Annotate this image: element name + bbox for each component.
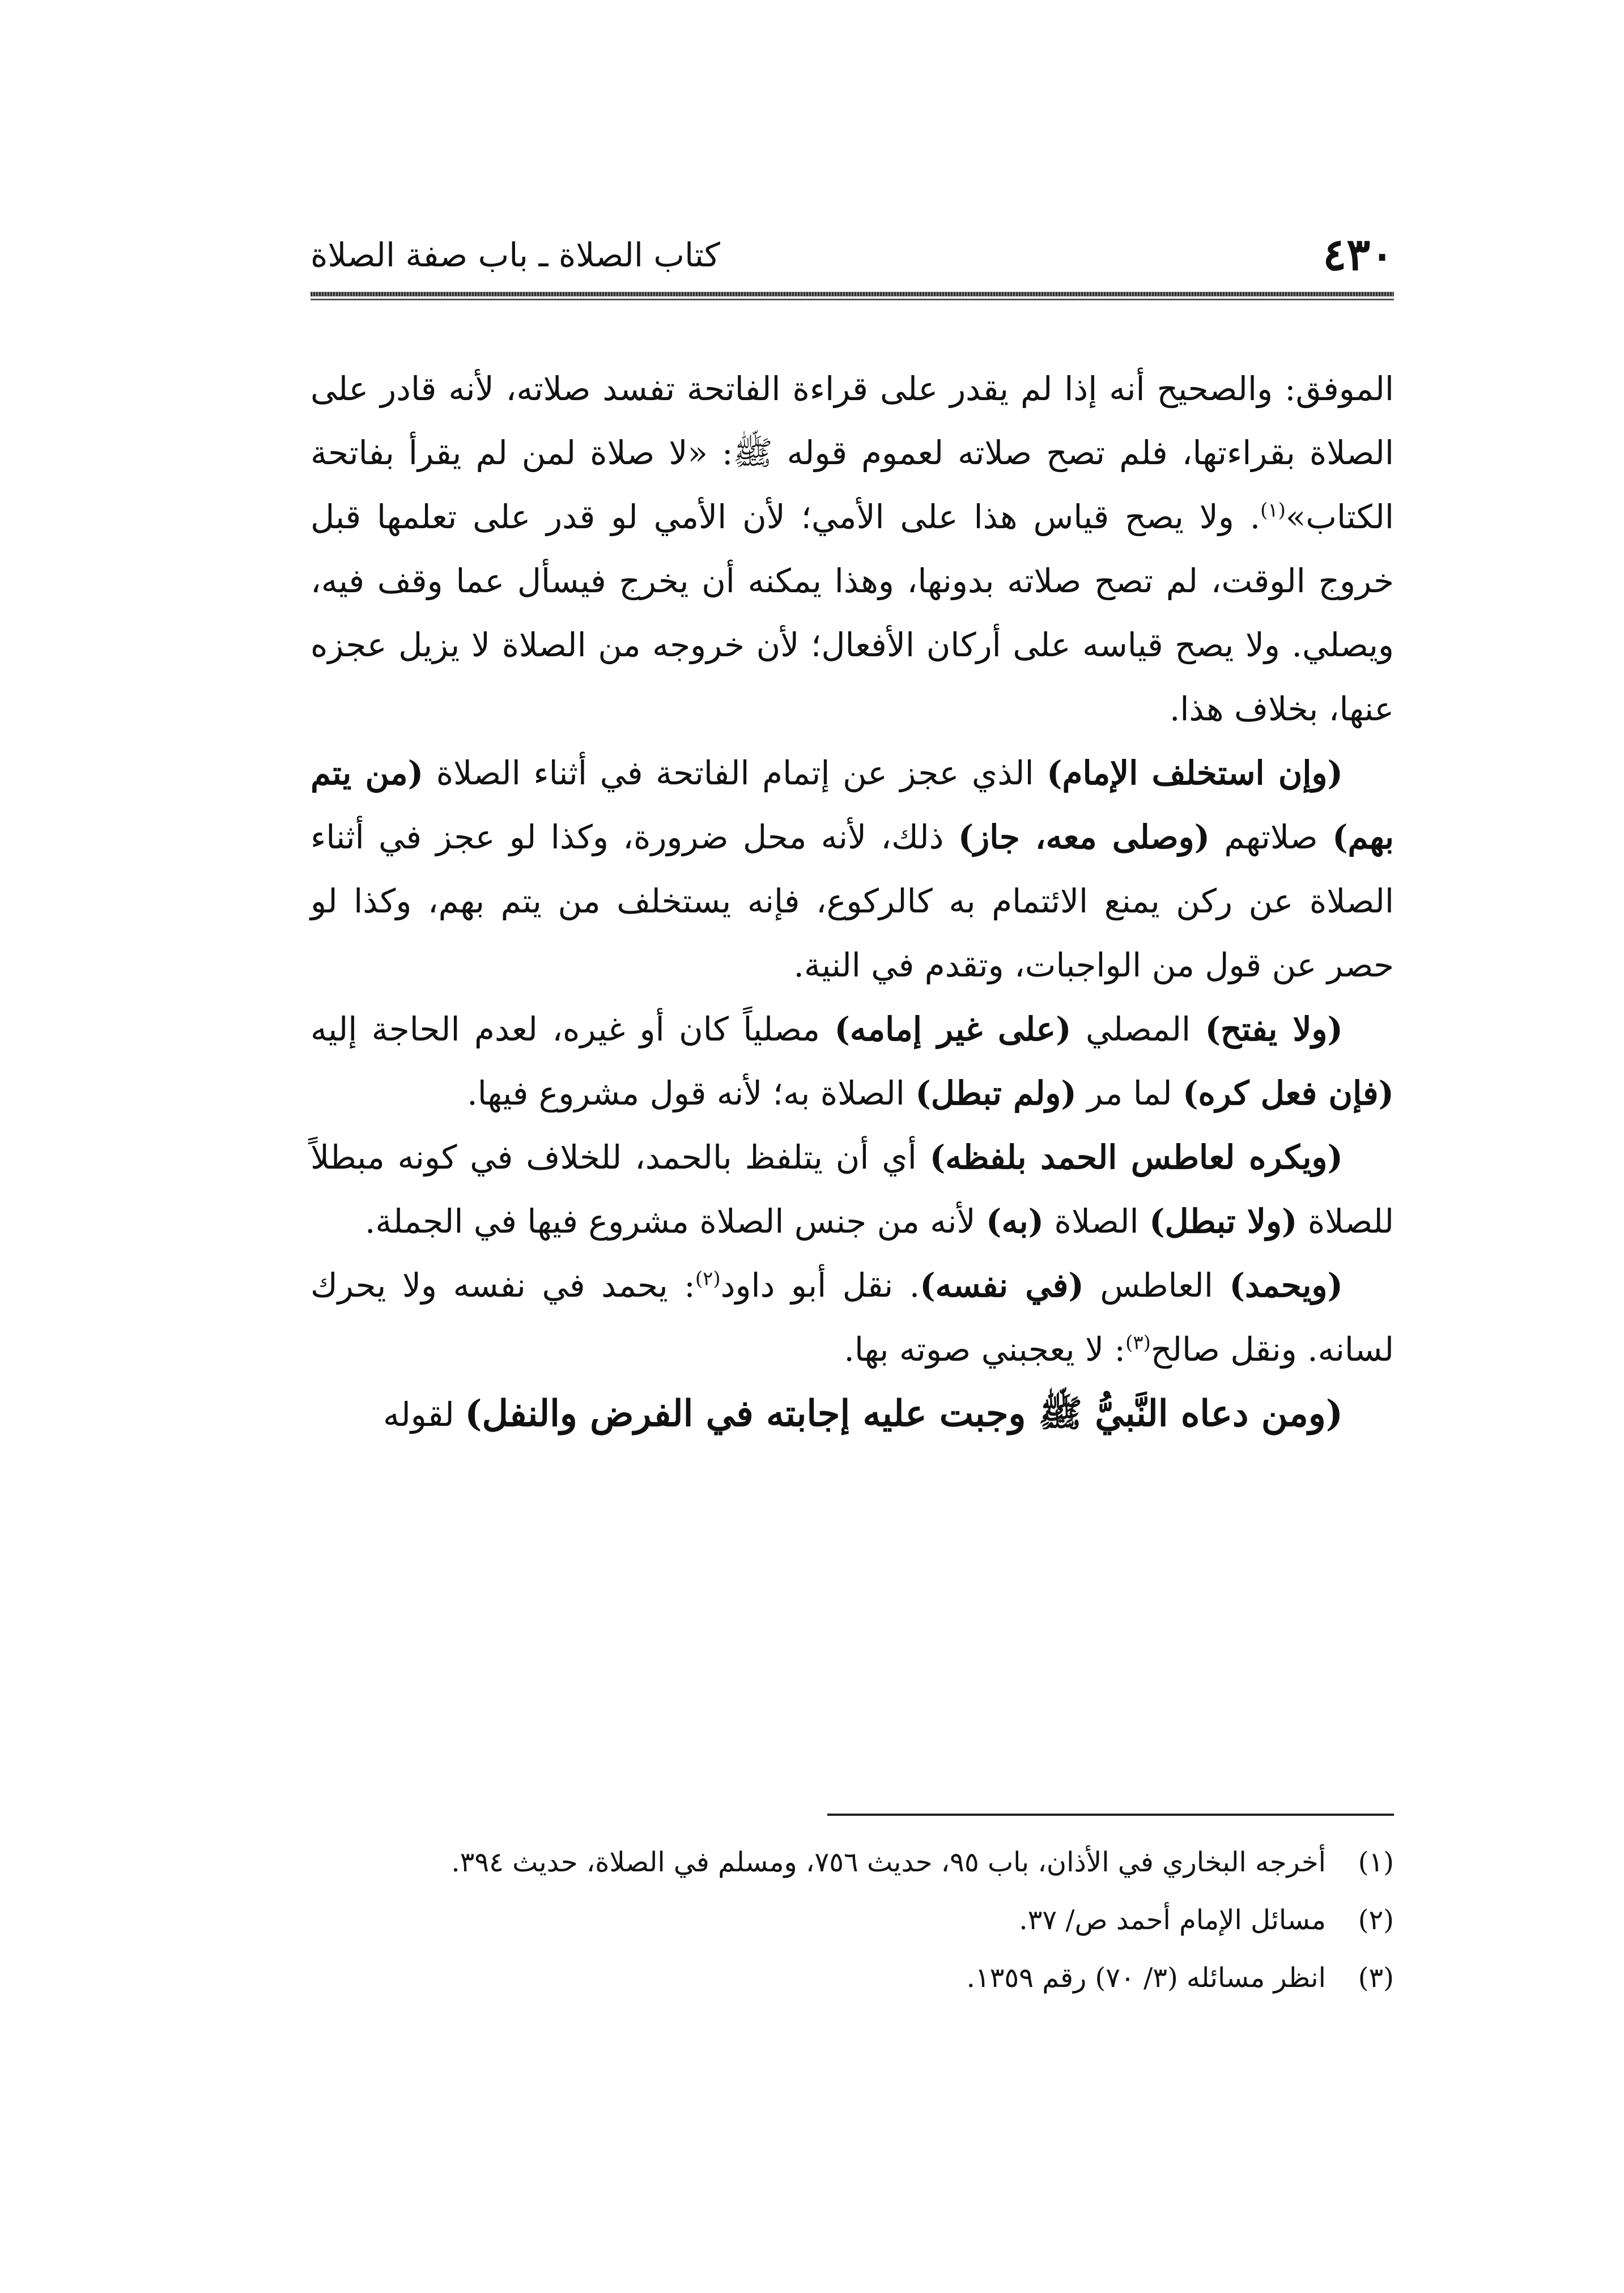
matn-phrase: (على غير إمامه) [834, 1010, 1072, 1048]
page-number: ٤٣٠ [1323, 229, 1394, 281]
footnote-ref-3: (٣) [1125, 1331, 1151, 1354]
matn-phrase: (ولا تبطل) [1149, 1202, 1298, 1241]
matn-phrase: (ويكره لعاطس الحمد بلفظه) [929, 1138, 1343, 1177]
header-rule-thin [311, 299, 1394, 300]
text-run: ذلك، لأنه محل ضرورة، وكذا لو عجز في أثناء الصلاة عن ركن يمنع الائتمام به كالركوع، فإنه يستخلف من يتم بهم، وكذا لو حصر عن قول من الواجبات، وتقدم في النية. [311, 818, 1394, 984]
text-run: صلاتهم [1210, 818, 1333, 856]
text-run: : لا يعجبني صوته بها. [844, 1330, 1126, 1369]
footnote-text: مسائل الإمام أحمد ص/ ٣٧. [1019, 1904, 1326, 1936]
matn-phrase: (ومن دعاه النَّبيُّ ﷺ وجبت عليه إجابته في الفرض والنفل) [465, 1392, 1343, 1435]
running-header [311, 224, 1394, 286]
header-rule [311, 292, 1394, 296]
text-run: لأنه من جنس الصلاة مشروع فيها في الجملة. [364, 1202, 986, 1241]
footnote-number: (١) [1358, 1846, 1394, 1878]
paragraph-6 [311, 1382, 1394, 1447]
footnote-number: (٢) [1358, 1904, 1394, 1936]
matn-phrase: (من يتم بهم) [311, 754, 1395, 856]
text-run: لما مر [1076, 1074, 1183, 1112]
footnote-3 [311, 1952, 1394, 2004]
text-run: العاطس [1083, 1266, 1230, 1305]
matn-phrase: (به) [986, 1202, 1044, 1241]
paragraph-4 [311, 1126, 1394, 1254]
matn-phrase: (في نفسه) [920, 1266, 1084, 1305]
footnote-number: (٣) [1358, 1962, 1394, 1994]
footnote-ref-2: (٢) [695, 1267, 721, 1290]
footnote-text: أخرجه البخاري في الأذان، باب ٩٥، حديث ٧٥٦، ومسلم في الصلاة، حديث ٣٩٤. [451, 1846, 1326, 1878]
text-run: المصلي [1071, 1010, 1205, 1048]
footnote-separator [827, 1814, 1394, 1816]
text-run: أي أن يتلفظ بالحمد، للخلاف في كونه مبطلاً للصلاة [311, 1138, 1394, 1241]
main-text [311, 357, 1394, 1447]
matn-phrase: (ويحمد) [1229, 1266, 1343, 1305]
matn-phrase: (ولم تبطل) [915, 1074, 1077, 1112]
text-run: الموفق: والصحيح أنه إذا لم يقدر على قراءة الفاتحة تفسد صلاته، لأنه قادر على الصلاة بقراءتها، فلم تصح صلاته لعموم قوله ﷺ: «لا صلاة لمن لم يقرأ بفاتحة الكتاب» [311, 370, 1394, 536]
text-run: : يحمد في نفسه ولا يحرك لسانه. ونقل صالح [311, 1266, 1394, 1369]
footnotes [311, 1836, 1394, 2010]
footnote-1 [311, 1836, 1394, 1888]
text-run: الصلاة [1044, 1202, 1150, 1241]
text-run: الذي عجز عن إتمام الفاتحة في أثناء الصلاة [423, 754, 1047, 792]
running-title: كتاب الصلاة ـ باب صفة الصلاة [311, 236, 720, 274]
matn-phrase: (وإن استخلف الإمام) [1047, 754, 1343, 792]
paragraph-5 [311, 1254, 1394, 1382]
text-run: . ولا يصح قياس هذا على الأمي؛ لأن الأمي لو قدر على تعلمها قبل خروج الوقت، لم تصح صلاته بدونها، وهذا يمكنه أن يخرج فيسأل عما وقف فيه، ويصلي. ولا يصح قياسه على أركان الأفعال؛ لأن خروجه من الصلاة لا يزيل عجزه عنها، بخلاف هذا. [311, 498, 1394, 728]
footnote-ref-1: (١) [1260, 499, 1286, 522]
matn-phrase: (وصلى معه، جاز) [958, 818, 1210, 856]
text-run: لقوله [383, 1395, 465, 1434]
matn-phrase: (ولا يفتح) [1205, 1010, 1343, 1048]
text-run: الصلاة به؛ لأنه قول مشروع فيها. [467, 1074, 916, 1112]
paragraph-2 [311, 741, 1394, 997]
footnote-2 [311, 1894, 1394, 1946]
matn-phrase: (فإن فعل كره) [1183, 1074, 1394, 1112]
text-run: مصلياً كان أو غيره، لعدم الحاجة إليه [311, 1010, 835, 1048]
paragraph-1 [311, 357, 1394, 741]
paragraph-3 [311, 997, 1394, 1126]
footnote-text: انظر مسائله (٣/ ٧٠) رقم ١٣٥٩. [966, 1962, 1326, 1994]
text-run: . نقل أبو داود [720, 1266, 920, 1305]
